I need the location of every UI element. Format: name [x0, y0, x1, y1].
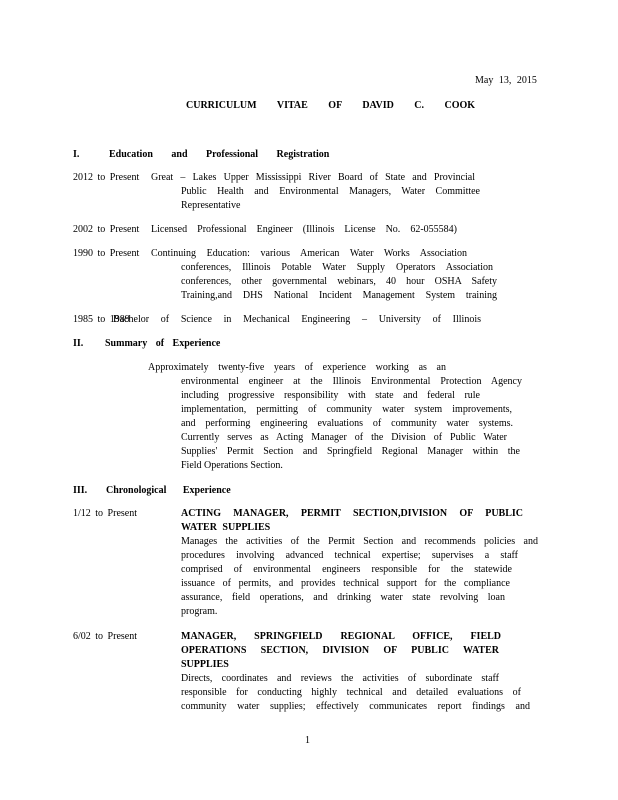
- summary-line: implementation, permitting of community water system improvements,: [181, 404, 512, 415]
- position-description-line: responsible for conducting highly technical and detailed evaluations of: [181, 687, 521, 698]
- section-1-title: Education and Professional Registration: [109, 149, 330, 160]
- education-entry-text: Licensed Professional Engineer (Illinois License No. 62-055584): [151, 224, 457, 235]
- education-entry-text: Bachelor of Science in Mechanical Engineering – University of Illinois: [113, 314, 481, 325]
- education-entry-dates: 2002 to Present: [73, 224, 140, 235]
- summary-line: and performing engineering evaluations of community water systems.: [181, 418, 513, 429]
- education-entry-line: Public Health and Environmental Managers, Water Committee: [181, 186, 480, 197]
- position-description-line: comprised of environmental engineers responsible for the statewide: [181, 564, 512, 575]
- education-entry-line: conferences, other governmental webinars, 40 hour OSHA Safety: [181, 276, 497, 287]
- education-entry-text: Great – Lakes Upper Mississippi River Board of State and Provincial: [151, 172, 475, 183]
- summary-line: Currently serves as Acting Manager of the Division of Public Water: [181, 432, 507, 443]
- education-entry-dates: 1985 to 1989: [73, 314, 130, 325]
- position-description-line: Manages the activities of the Permit Section and recommends policies and: [181, 536, 538, 547]
- section-1-numeral: I.: [73, 149, 80, 160]
- position-description-line: assurance, field operations, and drinking water state revolving loan: [181, 592, 505, 603]
- summary-line: Field Operations Section.: [181, 460, 283, 471]
- summary-line: environmental engineer at the Illinois Environmental Protection Agency: [181, 376, 522, 387]
- document-title: CURRICULUM VITAE OF DAVID C. COOK: [186, 100, 476, 111]
- position-title: ACTING MANAGER, PERMIT SECTION,DIVISION OF PUBLIC: [181, 508, 523, 519]
- section-3-title: Chronological Experience: [106, 485, 231, 496]
- position-description-line: community water supplies; effectively communicates report findings and: [181, 701, 530, 712]
- summary-text: Approximately twenty-five years of experience working as an: [148, 362, 446, 373]
- education-entry-text: Continuing Education: various American Water Works Association: [151, 248, 467, 259]
- position-title: OPERATIONS SECTION, DIVISION OF PUBLIC WATER: [181, 645, 499, 656]
- summary-line: Supplies' Permit Section and Springfield Regional Manager within the: [181, 446, 520, 457]
- position-title: MANAGER, SPRINGFIELD REGIONAL OFFICE, FIELD: [181, 631, 501, 642]
- position-title: SUPPLIES: [181, 659, 229, 670]
- position-dates: 6/02 to Present: [73, 631, 137, 642]
- position-description-line: procedures involving advanced technical expertise; supervises a staff: [181, 550, 518, 561]
- position-title: WATER SUPPLIES: [181, 522, 271, 533]
- position-description-line: program.: [181, 606, 218, 617]
- summary-line: including progressive responsibility with state and federal rule: [181, 390, 480, 401]
- page-number: 1: [305, 735, 310, 746]
- education-entry-line: Training,and DHS National Incident Management System training: [181, 290, 497, 301]
- section-2-title: Summary of Experience: [105, 338, 221, 349]
- section-3-numeral: III.: [73, 485, 88, 496]
- education-entry-dates: 2012 to Present: [73, 172, 140, 183]
- position-dates: 1/12 to Present: [73, 508, 137, 519]
- position-description-line: Directs, coordinates and reviews the activities of subordinate staff: [181, 673, 499, 684]
- education-entry-line: conferences, Illinois Potable Water Supply Operators Association: [181, 262, 493, 273]
- education-entry-line: Representative: [181, 200, 241, 211]
- position-description-line: issuance of permits, and provides technical support for the compliance: [181, 578, 510, 589]
- section-2-numeral: II.: [73, 338, 84, 349]
- education-entry-dates: 1990 to Present: [73, 248, 140, 259]
- document-date: May 13, 2015: [475, 75, 537, 86]
